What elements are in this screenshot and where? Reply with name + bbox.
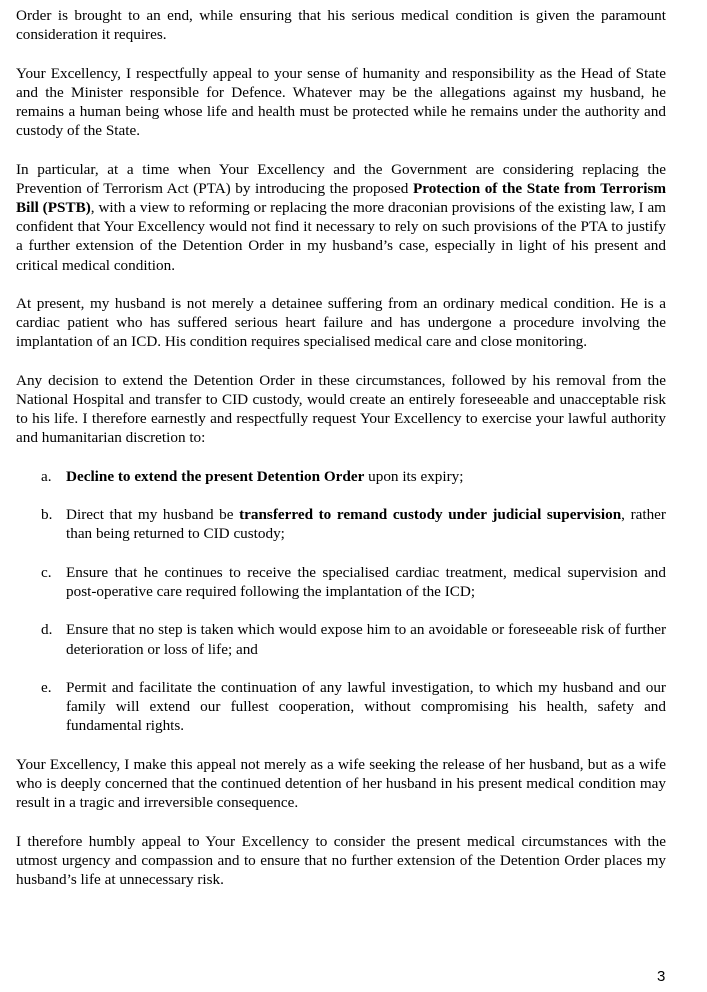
list-marker: d. xyxy=(41,621,53,639)
list-marker: b. xyxy=(41,506,53,524)
paragraph-medical-condition: At present, my husband is not merely a detainee suffering from an ordinary medical condition. He is a cardiac patient who has suffered serious heart failure and has undergone a procedure involving the implantation of an ICD. His condition requires specialised medical care and close monitoring. xyxy=(16,295,666,351)
paragraph-pstb-text-1: In particular, at a time when Your Excellency and the Government are considering replacing the Prevention of Terrorism Act (PTA) by introducing the proposed xyxy=(16,160,666,197)
paragraph-final-appeal: I therefore humbly appeal to Your Excellency to consider the present medical circumstances with the utmost urgency and compassion and to ensure that no further extension of the Detention Order places my husband’s life at unnecessary risk. xyxy=(16,832,666,888)
paragraph-pstb-bold: Protection of the State from Terrorism Bill (PSTB) xyxy=(16,179,667,216)
list-marker: c. xyxy=(41,563,52,581)
paragraph-pstb xyxy=(16,160,666,275)
list-item-text-1: Ensure that no step is taken which would expose him to an avoidable or foreseeable risk of further deterioration or loss of life; and xyxy=(66,621,666,658)
document-page xyxy=(16,6,666,908)
list-item xyxy=(16,678,666,736)
paragraph-continuation: Order is brought to an end, while ensuring that his serious medical condition is given the paramount consideration it requires. xyxy=(16,7,666,44)
page-number: 3 xyxy=(657,968,666,985)
list-marker: a. xyxy=(41,467,52,485)
list-item-text-1: Direct that my husband be xyxy=(66,506,240,524)
list-item-text-1: Ensure that he continues to receive the specialised cardiac treatment, medical supervision and post-operative care required following the implantation of the ICD; xyxy=(66,563,666,600)
list-item-text-2: upon its expiry; xyxy=(364,467,464,485)
list-item-bold: transferred to remand custody under judicial supervision xyxy=(239,506,622,524)
list-item-bold: Decline to extend the present Detention Order xyxy=(66,467,365,485)
request-list xyxy=(16,467,666,736)
list-item xyxy=(16,467,666,486)
list-item xyxy=(16,563,666,601)
list-item-text-1: Permit and facilitate the continuation of any lawful investigation, to which my husband and our family will extend our fullest cooperation, without compromising his health, safety and fundamental rights. xyxy=(66,678,666,735)
list-item xyxy=(16,505,666,543)
list-item-text-2: , rather than being returned to CID custody; xyxy=(66,506,666,543)
list-marker: e. xyxy=(41,678,52,696)
list-item xyxy=(16,620,666,658)
paragraph-request: Any decision to extend the Detention Order in these circumstances, followed by his removal from the National Hospital and transfer to CID custody, would create an entirely foreseeable and unacceptable risk to his life. I therefore earnestly and respectfully request Your Excellency to exercise your lawful authority and humanitarian discretion to: xyxy=(16,371,666,447)
paragraph-wife-appeal: Your Excellency, I make this appeal not merely as a wife seeking the release of her husband, but as a wife who is deeply concerned that the continued detention of her husband in his present medical condition may result in a tragic and irreversible consequence. xyxy=(16,755,666,812)
paragraph-appeal-humanity: Your Excellency, I respectfully appeal to your sense of humanity and responsibility as the Head of State and the Minister responsible for Defence. Whatever may be the allegations against my husband, he remains a human being whose life and health must be protected while he remains under the authority and custody of the State. xyxy=(16,64,666,140)
paragraph-pstb-text-2: , with a view to reforming or replacing the more draconian provisions of the existing law, I am confident that Your Excellency would not find it necessary to rely on such provisions of the PTA to justify a further extension of the Detention Order in my husband’s case, especially in light of his present and critical medical condition. xyxy=(16,199,666,274)
